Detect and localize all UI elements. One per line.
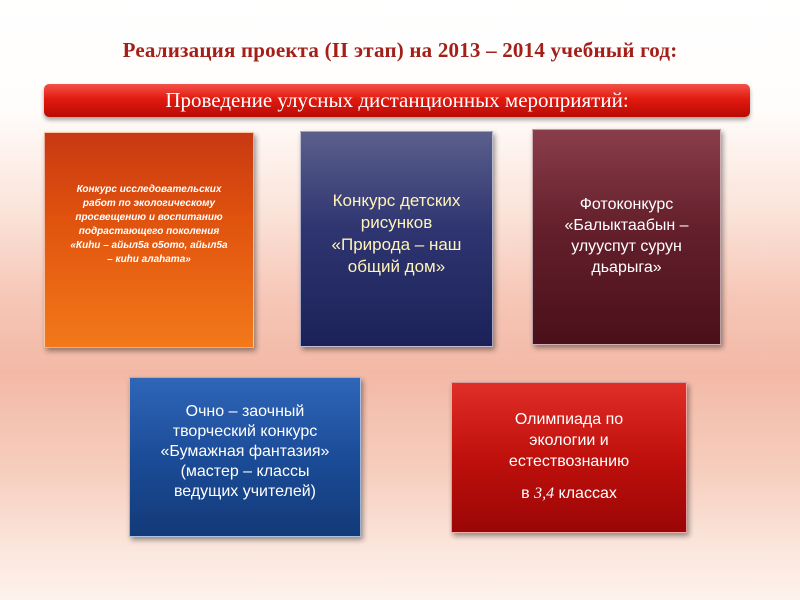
- box-line: творческий конкурс: [172, 423, 318, 440]
- box-drawing-contest: [300, 131, 493, 347]
- box-line: Конкурс детских: [332, 191, 461, 210]
- box-line: просвещению и воспитанию: [75, 212, 223, 223]
- box-grade-line: [521, 483, 617, 504]
- box-line: «Балыктаабын –: [564, 217, 689, 234]
- box-line: Конкурс исследовательских: [76, 184, 222, 195]
- box-line: экологии и: [529, 432, 609, 449]
- box-line: общий дом»: [347, 257, 446, 276]
- box-line: рисунков: [360, 213, 433, 232]
- grade-suffix: классах: [554, 485, 617, 502]
- grade-number: 3,4: [534, 485, 555, 502]
- grade-prefix: в: [521, 485, 535, 502]
- box-line: Очно – заочный: [185, 403, 305, 420]
- box-line: Олимпиада по: [514, 411, 624, 428]
- box-line: дьарыга»: [591, 259, 662, 276]
- box-line: естествознанию: [508, 453, 630, 470]
- box-line: работ по экологическому: [82, 198, 216, 209]
- box-line: ведущих учителей): [173, 483, 317, 500]
- box-line: Фотоконкурс: [579, 196, 674, 213]
- box-line: – киhи алаhата»: [107, 254, 191, 265]
- box-line: (мастер – классы: [180, 463, 310, 480]
- box-line: улууспут сурун: [571, 238, 682, 255]
- box-line: «Природа – наш: [331, 235, 462, 254]
- box-line: «Киhи – айыл5а о5ото, айыл5а: [70, 240, 228, 251]
- box-creative-contest: [129, 377, 361, 537]
- section-banner: Проведение улусных дистанционных мероприятий:: [44, 84, 750, 117]
- box-line: «Бумажная фантазия»: [160, 443, 330, 460]
- box-olympiad: [451, 382, 687, 533]
- box-line: подрастающего поколения: [78, 226, 220, 237]
- slide-title: Реализация проекта (II этап) на 2013 – 2014 учебный год:: [122, 38, 678, 62]
- box-photo-contest: [532, 129, 721, 345]
- box-research-contest: [44, 132, 254, 348]
